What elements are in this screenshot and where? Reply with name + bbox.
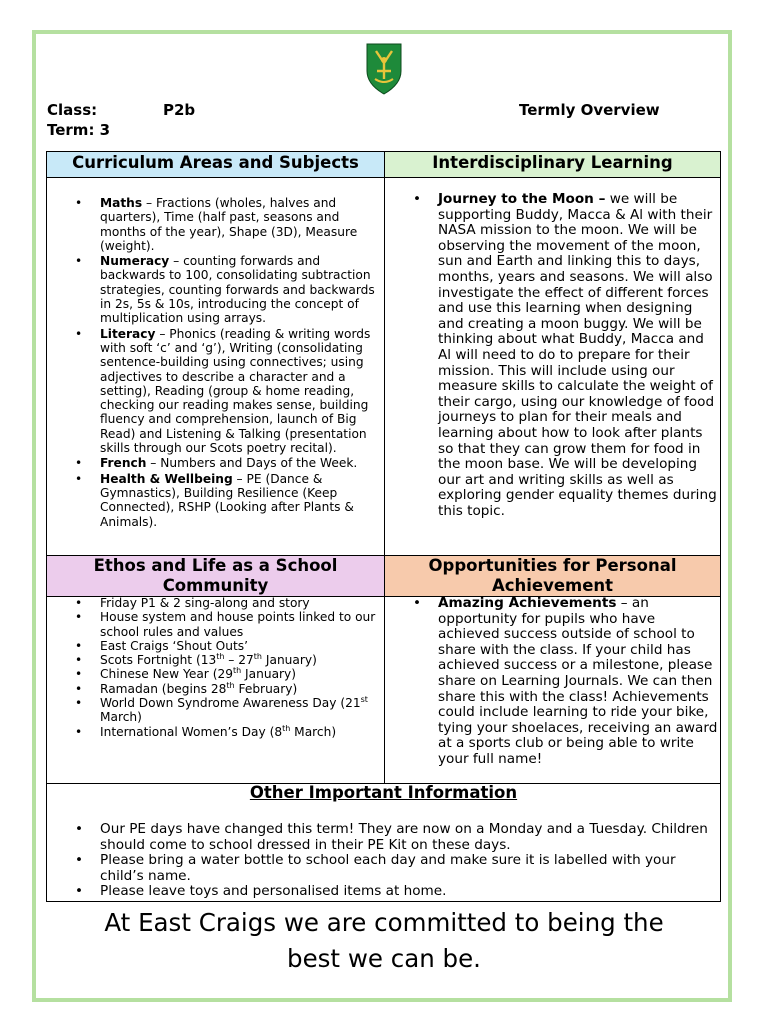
list-item [46,610,382,639]
item-text: – 27 [224,653,254,668]
achievement-heading [385,556,720,596]
curriculum-list [46,196,382,529]
item-text: February) [234,681,298,696]
item-text: East Craigs ‘Shout Outs’ [100,638,248,653]
list-item [47,884,717,900]
subject-text: – counting forwards and backwards to 100, consolidating subtraction strategies, counting forwards and backwards in 2s, 5s & 10s, introducing the concept of multiplication using arrays. [100,254,375,326]
achievement-heading-line1: Opportunities for Personal [428,556,677,575]
subject-text: – Fractions (wholes, halves and quarters), Time (half past, seasons and months of the year), Shape (3D), Measure (weight). [100,196,358,253]
subject-label: Literacy [100,326,156,341]
ethos-heading [47,556,384,596]
list-item [46,456,382,470]
list-item [46,667,382,681]
ordinal-suffix: th [226,680,235,690]
topic-label: Journey to the Moon – [438,191,606,207]
ordinal-suffix: th [232,666,242,676]
curriculum-heading: Curriculum Areas and Subjects [47,152,384,177]
item-text: Friday P1 & 2 sing-along and story [100,596,310,610]
list-item [385,192,717,519]
list-item [46,639,382,653]
class-label: Class: [47,101,98,119]
other-info-list [47,822,717,900]
item-text: January) [241,667,297,682]
list-item [385,596,719,768]
achievement-heading-line2: Achievement [491,576,614,595]
ethos-heading-line2: Community [162,576,269,595]
class-value: P2b [163,101,196,119]
subject-label: French [100,456,147,471]
term-label: Term: 3 [47,121,111,139]
item-text: Ramadan (begins 28 [100,681,227,696]
list-item [47,822,717,853]
subject-text: – Phonics (reading & writing words with soft ‘c’ and ‘g’), Writing (consolidating sentence-building using connectives; using adjectives to describe a character and a setting), Reading (group & home reading, checking our reading makes sense, building fluency and comprehension, launch of Big Read) and Listening & Talking (presentation skills through our Scots poetry recital). [100,326,371,456]
ethos-list [46,596,382,739]
achievement-label: Amazing Achievements [438,595,617,611]
list-item [46,254,382,325]
item-text: March) [290,724,337,739]
achievement-text: – an opportunity for pupils who have achieved success outside of school to share with the class. If your child has achieved success or a milestone, please share on Learning Journals. We can then share this with the class! Achievements could include learning to ride your bike, tying your shoelaces, receiving an award at a sports club or being able to write your full name! [438,595,718,767]
item-text: International Women’s Day (8 [100,724,283,739]
item-text: Please leave toys and personalised items at home. [100,883,447,900]
interdisciplinary-heading: Interdisciplinary Learning [385,152,720,177]
ethos-heading-line1: Ethos and Life as a School [93,556,338,575]
slogan-line1: At East Craigs we are committed to being the [104,908,664,937]
subject-text: – PE (Dance & Gymnastics), Building Resilience (Keep Connected), RSHP (Looking after Plants & Animals). [100,471,354,529]
ordinal-suffix: th [253,652,263,662]
ordinal-suffix: st [360,695,368,705]
slogan-line2: best we can be. [287,944,481,973]
subject-text: – Numbers and Days of the Week. [146,456,358,471]
item-text: Scots Fortnight (13 [100,653,217,668]
list-item [47,853,717,884]
list-item [46,472,382,529]
school-crest-icon [366,43,402,95]
achievement-list [385,596,719,768]
list-item [46,682,382,696]
subject-label: Maths [100,196,143,210]
termly-overview-title: Termly Overview [519,101,660,119]
interdisciplinary-list [385,192,717,519]
item-text: Chinese New Year (29 [100,667,233,682]
school-slogan [40,905,728,977]
list-item [46,327,382,456]
item-text: January) [262,653,317,668]
ordinal-suffix: th [216,652,225,662]
other-info-heading: Other Important Information [249,783,518,802]
list-item [46,596,382,610]
list-item [46,725,382,739]
item-text: Please bring a water bottle to school each day and make sure it is labelled with your child’s name. [100,852,676,884]
subject-label: Health & Wellbeing [100,471,233,486]
ordinal-suffix: th [282,723,291,733]
list-item [46,696,382,725]
item-text: March) [100,710,142,725]
topic-text: we will be supporting Buddy, Macca & Al with their NASA mission to the moon. We will be observing the movement of the moon, sun and Earth and linking this to days, months, years and seasons. We will also investigate the effect of different forces and use this learning when designing and creating a moon buggy. We will be thinking about what Buddy, Macca and Al will need to do to prepare for their mission. This will include using our measure skills to calculate the weight of their cargo, using our knowledge of food journeys to plan for their meals and learning about how to look after plants so that they can grow them for food in the moon base. We will be developing our art and writing skills as well as exploring gender equality themes during this topic. [438,191,717,519]
list-item [46,653,382,667]
subject-label: Numeracy [100,254,170,269]
item-text: House system and house points linked to our school rules and values [100,610,376,639]
list-item [46,196,382,253]
item-text: Our PE days have changed this term! They are now on a Monday and a Tuesday. Children should come to school dressed in their PE Kit on these days. [100,821,708,853]
item-text: World Down Syndrome Awareness Day (21 [100,696,361,711]
